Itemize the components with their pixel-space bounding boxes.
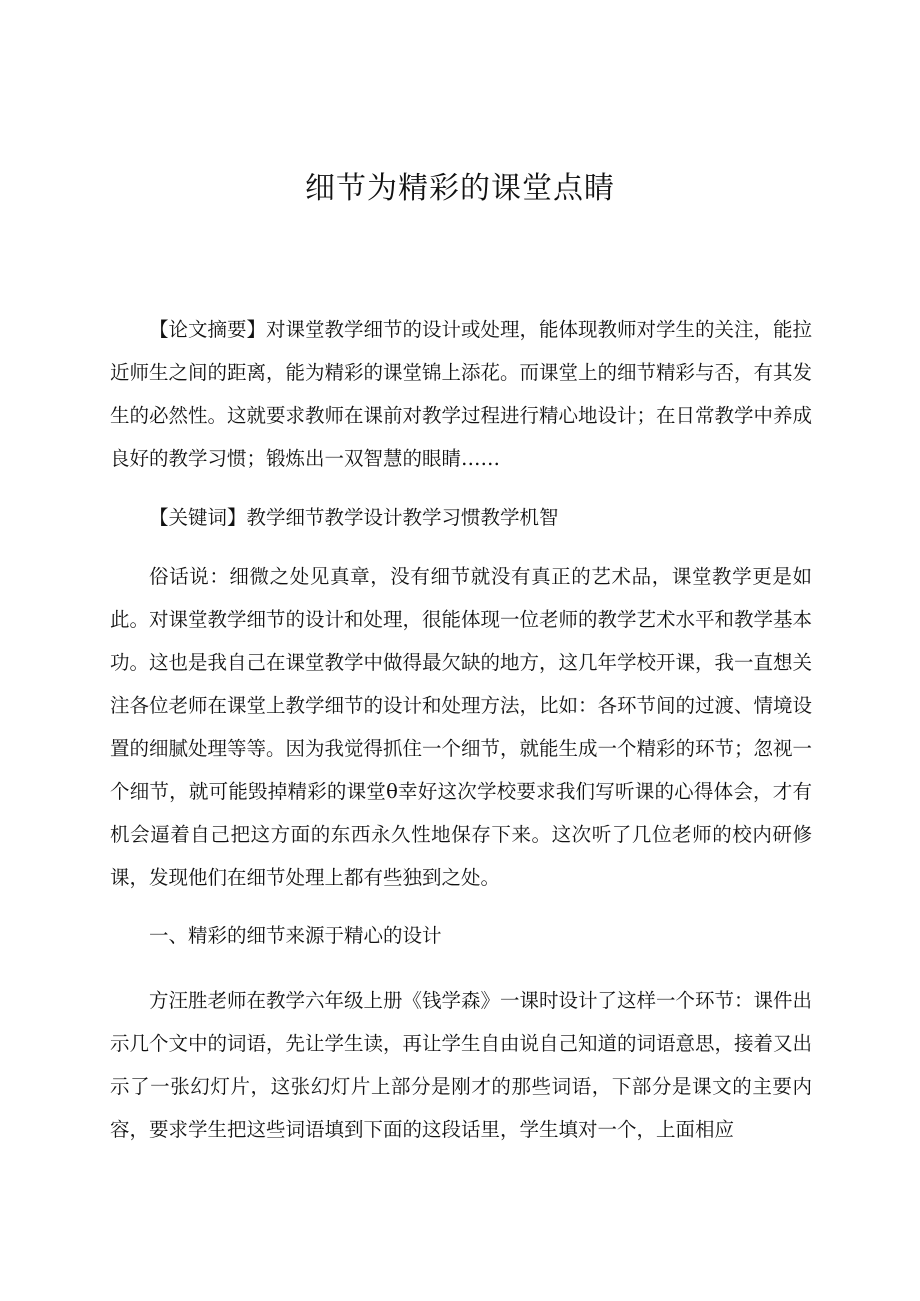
section-heading-1: 一、精彩的细节来源于精心的设计 [149,924,442,947]
keywords-paragraph: 【关键词】教学细节教学设计教学习惯教学机智 [149,506,559,529]
body-paragraph-2: 方汪胜老师在教学六年级上册《钱学森》一课时设计了这样一个环节：课件出示几个文中的词语，先让学生读，再让学生自由说自己知道的词语意思，接着又出示了一张幻灯片，这张幻灯片上部分是刚才的那些词语，下部分是课文的主要内容，要求学生把这些词语填到下面的这段话里，学生填对一个，上面相应 [110,989,813,1141]
abstract-paragraph: 【论文摘要】对课堂教学细节的设计或处理，能体现教师对学生的关注，能拉近师生之间的距离，能为精彩的课堂锦上添花。而课堂上的细节精彩与否，有其发生的必然性。这就要求教师在课前对教学过程进行精心地设计；在日常教学中养成良好的教学习惯；锻炼出一双智慧的眼睛…… [110,318,813,470]
body-paragraph-1: 俗话说：细微之处见真章，没有细节就没有真正的艺术品，课堂教学更是如此。对课堂教学细节的设计和处理，很能体现一位老师的教学艺术水平和教学基本功。这也是我自己在课堂教学中做得最欠缺的地方，这几年学校开课，我一直想关注各位老师在课堂上教学细节的设计和处理方法，比如：各环节间的过渡、情境设置的细腻处理等等。因为我觉得抓住一个细节，就能生成一个精彩的环节；忽视一个细节，就可能毁掉精彩的课堂θ幸好这次学校要求我们写听课的心得体会，才有机会逼着自己把这方面的东西永久性地保存下来。这次听了几位老师的校内研修课，发现他们在细节处理上都有些独到之处。 [110,565,813,889]
document-title: 细节为精彩的课堂点睛 [305,171,615,206]
